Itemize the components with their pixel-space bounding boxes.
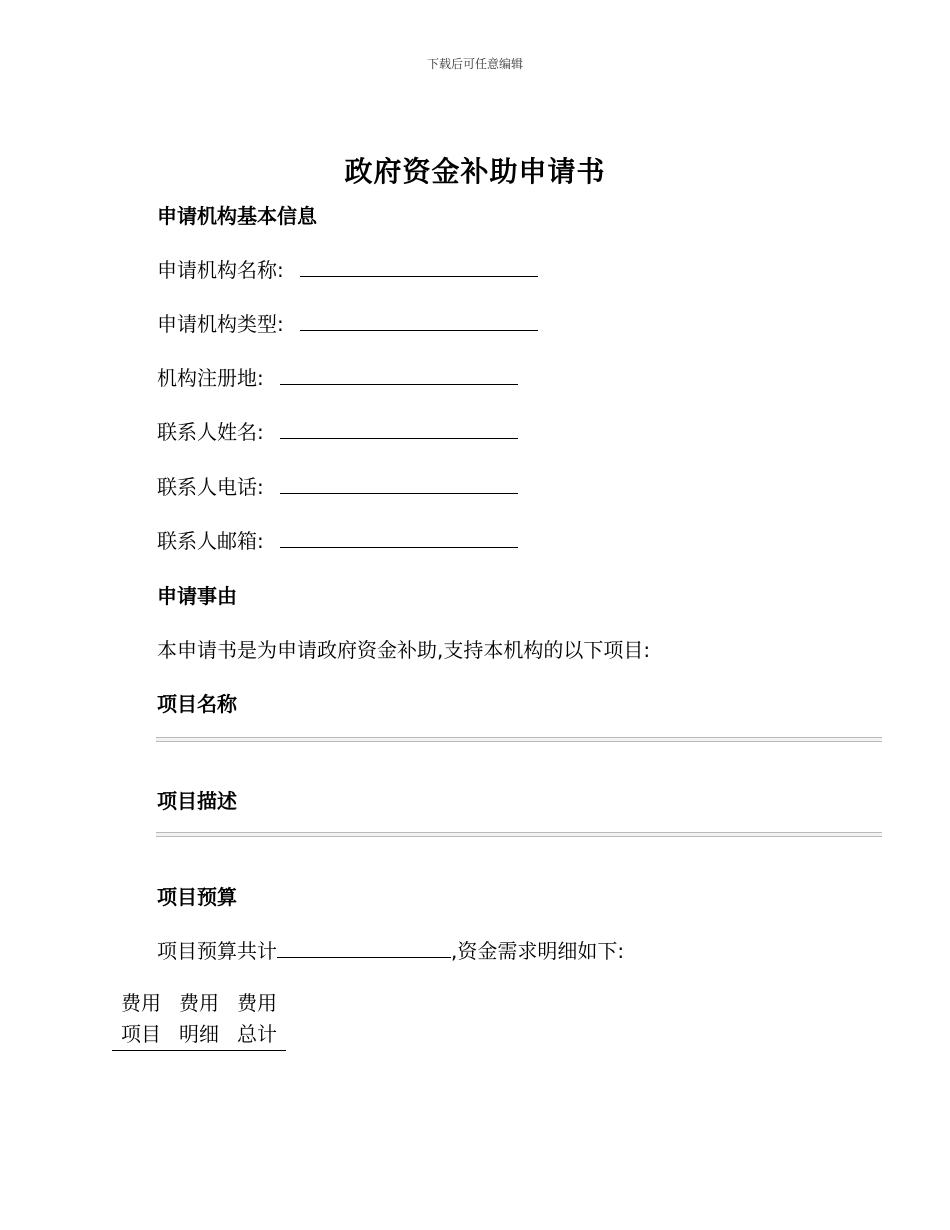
field-label: 联系人电话: [157,475,264,499]
budget-paragraph [157,935,624,964]
field-label: 申请机构类型: [157,312,284,336]
section-heading-basic-info: 申请机构基本信息 [157,204,317,228]
header-line: 总计 [237,1022,277,1046]
table-header-cell [228,988,286,1051]
header-line: 明细 [179,1022,219,1046]
field-label: 申请机构名称: [157,258,284,282]
field-contact-name [157,416,518,445]
header-line: 费用 [179,991,219,1015]
reason-paragraph: 本申请书是为申请政府资金补助,支持本机构的以下项目: [157,638,651,662]
project-name-divider [156,737,882,742]
header-line: 费用 [237,991,277,1015]
field-org-registration [157,362,518,391]
header-note: 下载后可任意编辑 [426,57,523,71]
project-desc-divider [156,832,882,837]
table-header-cell [112,988,170,1051]
field-blank-input[interactable] [280,527,518,548]
field-blank-input[interactable] [280,364,518,385]
page-title: 政府资金补助申请书 [344,155,606,188]
table-header-row [112,988,286,1051]
header-line: 项目 [121,1022,161,1046]
field-contact-phone [157,471,518,500]
budget-total-blank-input[interactable] [277,937,451,958]
budget-text-before: 项目预算共计 [157,939,277,963]
section-heading-project-name: 项目名称 [157,692,237,716]
field-blank-input[interactable] [300,310,538,331]
field-contact-email [157,525,518,554]
field-org-name [157,254,538,283]
field-blank-input[interactable] [300,256,538,277]
section-heading-reason: 申请事由 [157,584,237,608]
field-label: 联系人姓名: [157,420,264,444]
section-heading-project-desc: 项目描述 [157,789,237,813]
field-label: 联系人邮箱: [157,529,264,553]
header-line: 费用 [121,991,161,1015]
field-blank-input[interactable] [280,418,518,439]
field-org-type [157,308,538,337]
section-heading-project-budget: 项目预算 [157,885,237,909]
field-label: 机构注册地: [157,366,264,390]
budget-text-after: ,资金需求明细如下: [451,939,625,963]
cost-table [112,988,286,1051]
table-header-cell [170,988,228,1051]
field-blank-input[interactable] [280,473,518,494]
